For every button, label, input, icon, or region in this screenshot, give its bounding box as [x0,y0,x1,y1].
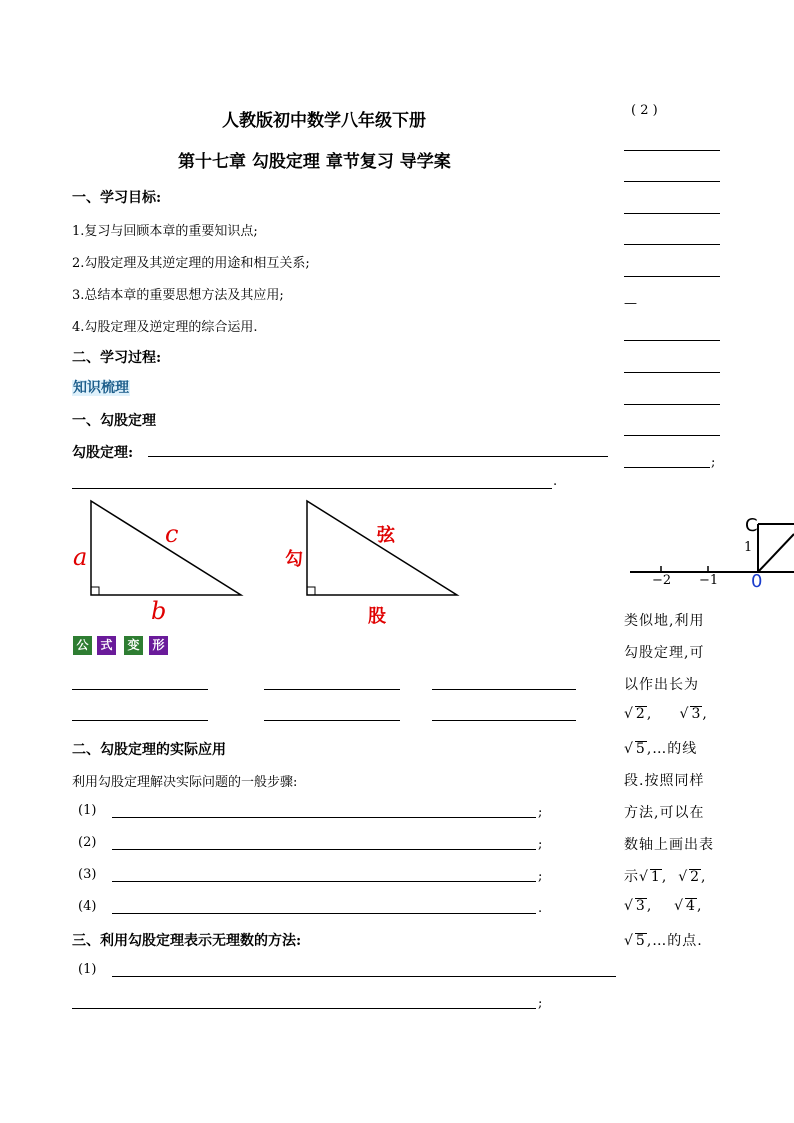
triangle-shape [91,501,241,595]
objective-item: 4.勾股定理及逆定理的综合运用. [72,320,258,335]
step-line [112,976,616,977]
answer-line [148,456,608,457]
step-number: (3) [78,867,97,882]
side-blank [624,181,720,182]
theorem-label: 勾股定理: [72,445,134,461]
side-sqrt-line: √ 2, √ 3, [624,706,708,722]
step-line [112,849,536,850]
side-text: 数轴上画出表 [624,837,714,853]
step-number: (2) [78,835,97,850]
formula-badge: 公 [73,636,92,655]
step-end: ; [538,869,543,884]
step-line [112,817,536,818]
tick-label-minus2: −2 [652,573,672,588]
step-line [112,881,536,882]
formula-blank [72,689,208,690]
page-title: 人教版初中数学八年级下册 [222,111,426,131]
side-blank [624,150,720,151]
side-sqrt-line: √ 3, √ 4, [624,898,703,914]
side-dash: — [624,296,637,311]
step-number: (1) [78,962,97,977]
side-gou-label: 勾 [285,549,303,570]
objectives-heading: 一、学习目标: [72,190,162,206]
right-angle-mark [91,587,99,595]
chapter-subtitle: 第十七章 勾股定理 章节复习 导学案 [178,152,451,172]
formula-blank [432,720,576,721]
formula-blank [264,720,400,721]
side-b-label: b [151,597,167,625]
right-angle-mark [307,587,315,595]
step-number: (4) [78,899,97,914]
tick-label-minus1: −1 [699,573,719,588]
side-a-label: a [73,543,88,571]
step-line [72,1008,536,1009]
origin-label: 0 [751,571,763,592]
side-text: 类似地,利用 [624,613,705,629]
end-period: . [553,474,558,489]
step-end: . [538,901,543,916]
section2-intro: 利用勾股定理解决实际问题的一般步骤: [72,775,298,790]
side-text: 以作出长为 [624,677,699,693]
hypotenuse-segment [758,534,794,572]
side-c-label: c [165,520,179,548]
side-text: 段.按照同样 [624,773,705,789]
side-blank [624,244,720,245]
page-number: ( 2 ) [631,103,658,118]
objective-item: 3.总结本章的重要思想方法及其应用; [72,288,284,303]
triangle-shape [307,501,457,595]
side-text: 方法,可以在 [624,805,705,821]
formula-badge: 变 [124,636,143,655]
section1-heading: 一、勾股定理 [72,413,156,429]
section3-heading: 三、利用勾股定理表示无理数的方法: [72,933,302,949]
side-blank [624,404,720,405]
formula-blank [264,689,400,690]
side-blank [624,276,720,277]
formula-badge: 形 [149,636,168,655]
side-text: 勾股定理,可 [624,645,705,661]
formula-badge: 式 [97,636,116,655]
side-xian-label: 弦 [377,525,395,546]
side-sqrt-line: 示√ 1, √ 2, [624,869,707,885]
side-blank [624,372,720,373]
answer-line [72,488,552,489]
side-blank [624,435,720,436]
step-end: ; [538,805,543,820]
side-sqrt-line: √ 5,…的线 [624,741,698,757]
side-sqrt-line: √ 5,…的点. [624,933,703,949]
step-number: (1) [78,803,97,818]
objective-item: 2.勾股定理及其逆定理的用途和相互关系; [72,256,310,271]
step-end: ; [538,996,543,1011]
side-blank [624,340,720,341]
process-heading: 二、学习过程: [72,350,162,366]
formula-blank [432,689,576,690]
step-end: ; [538,837,543,852]
formula-blank [72,720,208,721]
side-blank [624,467,710,468]
section2-heading: 二、勾股定理的实际应用 [72,742,226,758]
knowledge-label: 知识梳理 [73,380,129,396]
side-blank [624,213,720,214]
side-gu-label: 股 [368,606,386,627]
objective-item: 1.复习与回顾本章的重要知识点; [72,224,258,239]
unit-one-label: 1 [744,540,753,555]
side-semicolon: ; [711,455,716,470]
point-c-label: C [745,515,758,536]
step-line [112,913,536,914]
